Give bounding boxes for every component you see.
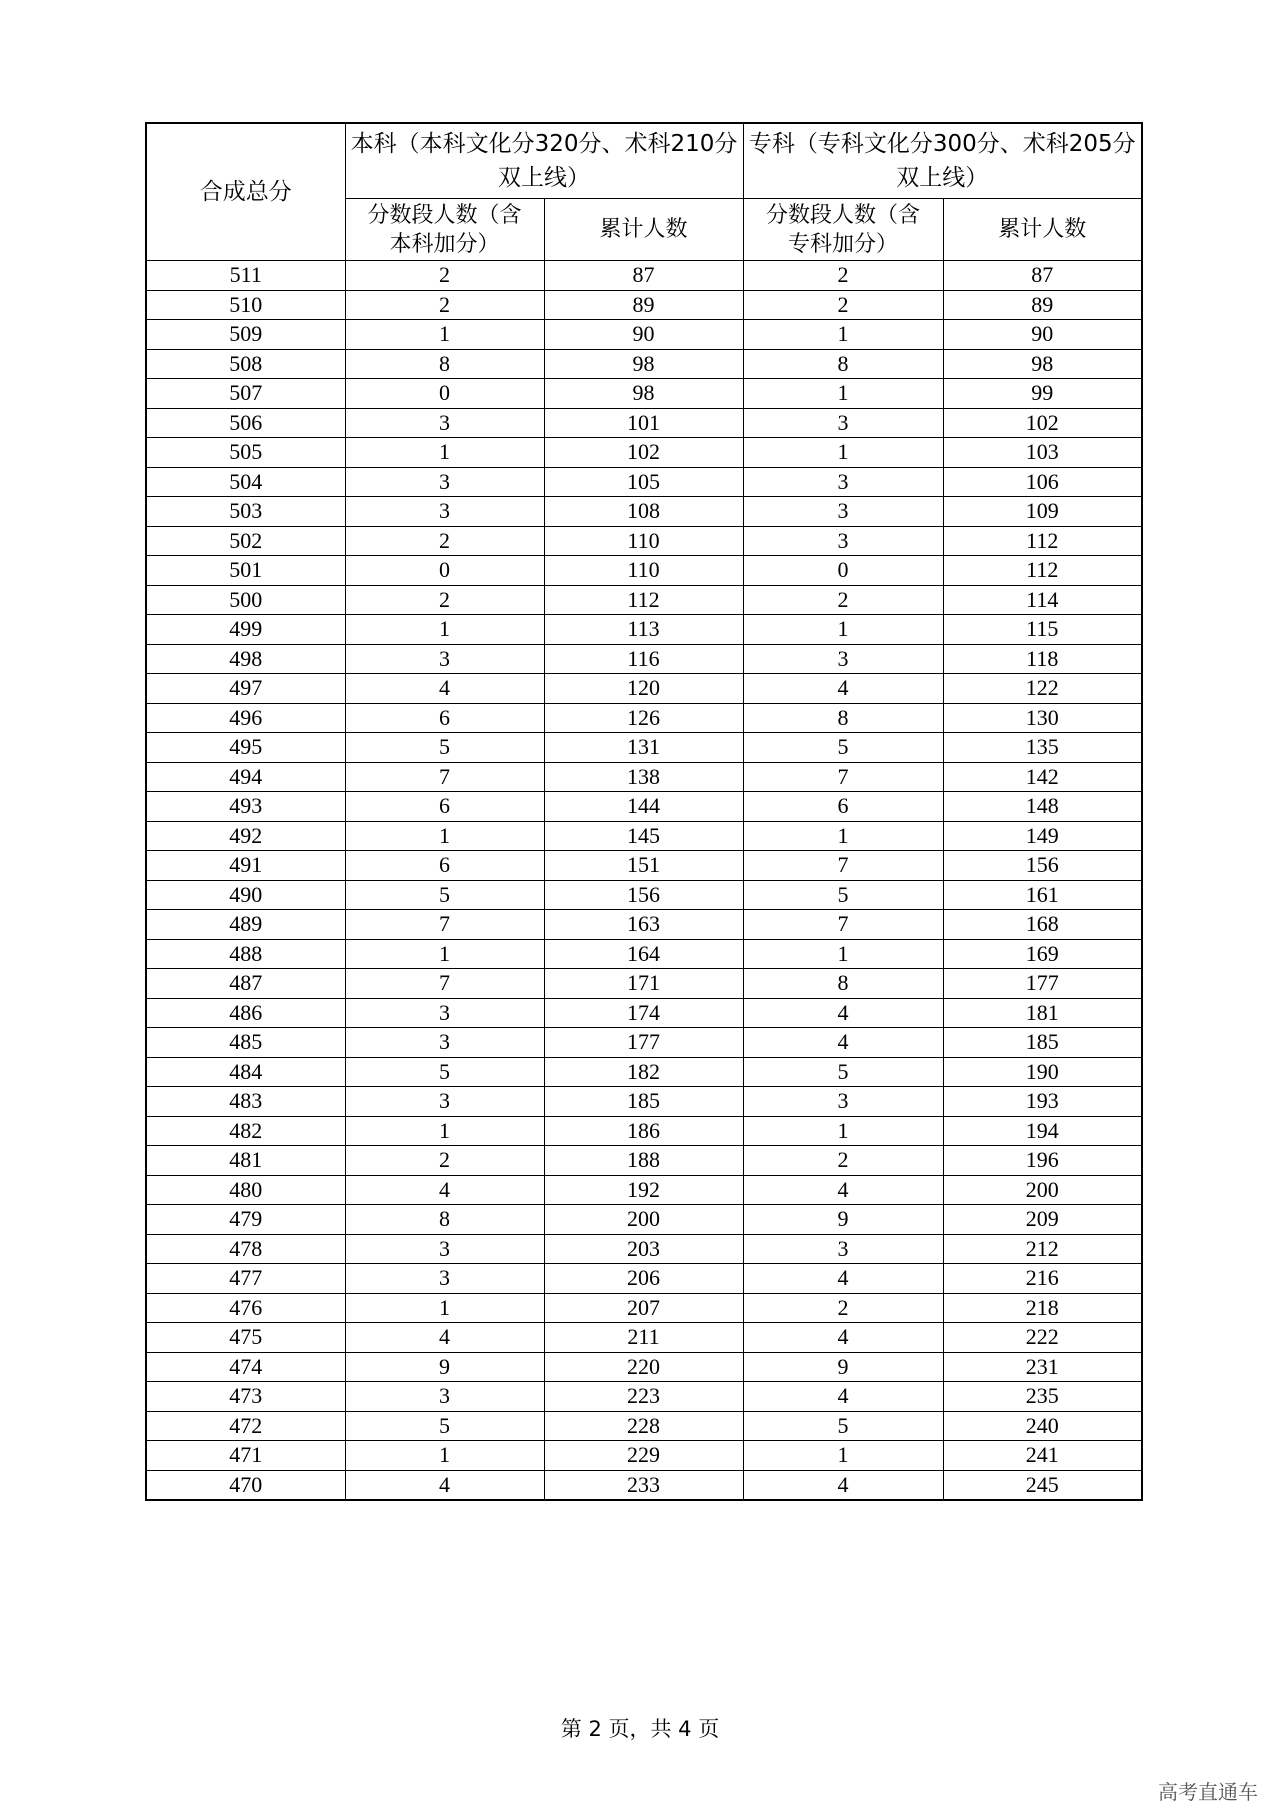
header-junior-group: 专科（专科文化分300分、术科205分双上线）	[743, 123, 1142, 199]
table-row	[146, 290, 1142, 320]
table-row	[146, 762, 1142, 792]
cell-junior-segment: 2	[743, 290, 943, 320]
cell-undergrad-cumulative: 171	[544, 969, 743, 999]
cell-undergrad-cumulative: 163	[544, 910, 743, 940]
cell-junior-cumulative: 115	[943, 615, 1142, 645]
cell-undergrad-segment: 6	[345, 792, 544, 822]
cell-undergrad-segment: 2	[345, 526, 544, 556]
table-row	[146, 1382, 1142, 1412]
cell-undergrad-segment: 3	[345, 1087, 544, 1117]
cell-undergrad-segment: 3	[345, 1028, 544, 1058]
table-row	[146, 733, 1142, 763]
cell-undergrad-segment: 1	[345, 1293, 544, 1323]
cell-undergrad-segment: 2	[345, 261, 544, 291]
cell-undergrad-cumulative: 206	[544, 1264, 743, 1294]
cell-junior-segment: 4	[743, 1028, 943, 1058]
cell-junior-segment: 4	[743, 1323, 943, 1353]
cell-junior-cumulative: 106	[943, 467, 1142, 497]
cell-undergrad-cumulative: 177	[544, 1028, 743, 1058]
cell-junior-segment: 3	[743, 497, 943, 527]
cell-total-score: 489	[146, 910, 345, 940]
cell-total-score: 477	[146, 1264, 345, 1294]
cell-junior-cumulative: 161	[943, 880, 1142, 910]
cell-undergrad-segment: 0	[345, 379, 544, 409]
cell-total-score: 478	[146, 1234, 345, 1264]
cell-undergrad-cumulative: 112	[544, 585, 743, 615]
cell-total-score: 491	[146, 851, 345, 881]
cell-junior-segment: 0	[743, 556, 943, 586]
cell-junior-cumulative: 196	[943, 1146, 1142, 1176]
cell-undergrad-cumulative: 192	[544, 1175, 743, 1205]
cell-junior-segment: 5	[743, 1411, 943, 1441]
cell-junior-segment: 4	[743, 1264, 943, 1294]
cell-junior-cumulative: 194	[943, 1116, 1142, 1146]
cell-undergrad-cumulative: 126	[544, 703, 743, 733]
cell-undergrad-segment: 1	[345, 1116, 544, 1146]
table-row	[146, 438, 1142, 468]
table-row	[146, 320, 1142, 350]
cell-total-score: 493	[146, 792, 345, 822]
cell-junior-segment: 3	[743, 467, 943, 497]
cell-total-score: 501	[146, 556, 345, 586]
cell-junior-segment: 7	[743, 851, 943, 881]
cell-total-score: 502	[146, 526, 345, 556]
cell-undergrad-segment: 1	[345, 438, 544, 468]
cell-undergrad-cumulative: 156	[544, 880, 743, 910]
table-row	[146, 703, 1142, 733]
cell-junior-cumulative: 149	[943, 821, 1142, 851]
cell-undergrad-cumulative: 144	[544, 792, 743, 822]
cell-undergrad-segment: 5	[345, 880, 544, 910]
cell-total-score: 508	[146, 349, 345, 379]
cell-total-score: 500	[146, 585, 345, 615]
cell-junior-segment: 4	[743, 674, 943, 704]
cell-junior-segment: 4	[743, 1175, 943, 1205]
cell-total-score: 511	[146, 261, 345, 291]
cell-junior-segment: 4	[743, 998, 943, 1028]
cell-junior-cumulative: 185	[943, 1028, 1142, 1058]
cell-junior-segment: 4	[743, 1470, 943, 1500]
cell-undergrad-segment: 2	[345, 585, 544, 615]
cell-junior-segment: 1	[743, 615, 943, 645]
table-row	[146, 1470, 1142, 1500]
cell-total-score: 487	[146, 969, 345, 999]
table-row	[146, 261, 1142, 291]
cell-total-score: 473	[146, 1382, 345, 1412]
cell-undergrad-segment: 1	[345, 615, 544, 645]
cell-total-score: 509	[146, 320, 345, 350]
cell-undergrad-cumulative: 220	[544, 1352, 743, 1382]
cell-junior-segment: 2	[743, 1146, 943, 1176]
cell-junior-segment: 2	[743, 1293, 943, 1323]
cell-total-score: 497	[146, 674, 345, 704]
cell-total-score: 506	[146, 408, 345, 438]
cell-undergrad-segment: 8	[345, 349, 544, 379]
cell-undergrad-segment: 9	[345, 1352, 544, 1382]
cell-junior-segment: 3	[743, 1087, 943, 1117]
table-row	[146, 939, 1142, 969]
cell-undergrad-segment: 1	[345, 1441, 544, 1471]
page-number: 第 2 页，共 4 页	[560, 1717, 720, 1741]
cell-junior-segment: 1	[743, 379, 943, 409]
cell-total-score: 496	[146, 703, 345, 733]
cell-undergrad-cumulative: 98	[544, 349, 743, 379]
cell-junior-segment: 8	[743, 349, 943, 379]
cell-total-score: 471	[146, 1441, 345, 1471]
table-row	[146, 998, 1142, 1028]
cell-junior-cumulative: 87	[943, 261, 1142, 291]
cell-junior-cumulative: 245	[943, 1470, 1142, 1500]
cell-total-score: 486	[146, 998, 345, 1028]
cell-undergrad-cumulative: 105	[544, 467, 743, 497]
cell-total-score: 510	[146, 290, 345, 320]
cell-junior-cumulative: 114	[943, 585, 1142, 615]
table-row	[146, 1234, 1142, 1264]
cell-junior-segment: 8	[743, 703, 943, 733]
cell-undergrad-cumulative: 110	[544, 556, 743, 586]
cell-undergrad-cumulative: 188	[544, 1146, 743, 1176]
table-row	[146, 556, 1142, 586]
table-row	[146, 1293, 1142, 1323]
header-undergrad-group: 本科（本科文化分320分、术科210分双上线）	[345, 123, 743, 199]
cell-junior-cumulative: 235	[943, 1382, 1142, 1412]
cell-junior-cumulative: 112	[943, 556, 1142, 586]
cell-junior-segment: 8	[743, 969, 943, 999]
cell-junior-segment: 6	[743, 792, 943, 822]
cell-undergrad-segment: 7	[345, 910, 544, 940]
cell-total-score: 484	[146, 1057, 345, 1087]
cell-undergrad-cumulative: 229	[544, 1441, 743, 1471]
cell-junior-cumulative: 209	[943, 1205, 1142, 1235]
table-row	[146, 1087, 1142, 1117]
cell-undergrad-segment: 5	[345, 1057, 544, 1087]
table-row	[146, 1264, 1142, 1294]
header-undergrad-segment: 分数段人数（含本科加分）	[345, 199, 544, 261]
cell-undergrad-cumulative: 101	[544, 408, 743, 438]
cell-undergrad-cumulative: 186	[544, 1116, 743, 1146]
cell-total-score: 475	[146, 1323, 345, 1353]
cell-total-score: 482	[146, 1116, 345, 1146]
cell-total-score: 494	[146, 762, 345, 792]
cell-undergrad-cumulative: 164	[544, 939, 743, 969]
cell-total-score: 507	[146, 379, 345, 409]
table-row	[146, 1057, 1142, 1087]
cell-undergrad-cumulative: 108	[544, 497, 743, 527]
cell-junior-cumulative: 216	[943, 1264, 1142, 1294]
cell-junior-segment: 9	[743, 1205, 943, 1235]
cell-undergrad-cumulative: 223	[544, 1382, 743, 1412]
table-row	[146, 585, 1142, 615]
cell-junior-cumulative: 102	[943, 408, 1142, 438]
cell-undergrad-cumulative: 90	[544, 320, 743, 350]
cell-undergrad-segment: 3	[345, 998, 544, 1028]
table-row	[146, 467, 1142, 497]
cell-total-score: 488	[146, 939, 345, 969]
cell-junior-cumulative: 112	[943, 526, 1142, 556]
cell-total-score: 498	[146, 644, 345, 674]
cell-junior-cumulative: 90	[943, 320, 1142, 350]
cell-junior-cumulative: 156	[943, 851, 1142, 881]
cell-undergrad-segment: 3	[345, 1234, 544, 1264]
cell-undergrad-segment: 3	[345, 1264, 544, 1294]
watermark: 高考直通车	[1158, 1780, 1258, 1804]
cell-undergrad-segment: 6	[345, 703, 544, 733]
cell-undergrad-cumulative: 98	[544, 379, 743, 409]
cell-junior-cumulative: 177	[943, 969, 1142, 999]
cell-undergrad-segment: 1	[345, 939, 544, 969]
cell-junior-segment: 1	[743, 320, 943, 350]
cell-total-score: 492	[146, 821, 345, 851]
cell-undergrad-cumulative: 120	[544, 674, 743, 704]
cell-undergrad-cumulative: 145	[544, 821, 743, 851]
cell-undergrad-cumulative: 228	[544, 1411, 743, 1441]
table-row	[146, 349, 1142, 379]
cell-undergrad-segment: 4	[345, 1470, 544, 1500]
cell-total-score: 476	[146, 1293, 345, 1323]
cell-junior-cumulative: 109	[943, 497, 1142, 527]
cell-junior-segment: 7	[743, 762, 943, 792]
cell-undergrad-cumulative: 138	[544, 762, 743, 792]
cell-junior-cumulative: 98	[943, 349, 1142, 379]
table-row	[146, 969, 1142, 999]
cell-junior-cumulative: 231	[943, 1352, 1142, 1382]
cell-junior-cumulative: 181	[943, 998, 1142, 1028]
cell-undergrad-cumulative: 102	[544, 438, 743, 468]
cell-junior-segment: 3	[743, 526, 943, 556]
cell-junior-cumulative: 103	[943, 438, 1142, 468]
header-junior-cumulative: 累计人数	[943, 199, 1142, 261]
table-row	[146, 1323, 1142, 1353]
header-row-group	[146, 123, 1142, 199]
table-row	[146, 1352, 1142, 1382]
cell-junior-cumulative: 222	[943, 1323, 1142, 1353]
cell-junior-cumulative: 118	[943, 644, 1142, 674]
cell-undergrad-segment: 2	[345, 290, 544, 320]
table-row	[146, 821, 1142, 851]
cell-junior-cumulative: 241	[943, 1441, 1142, 1471]
cell-junior-segment: 2	[743, 585, 943, 615]
cell-junior-segment: 9	[743, 1352, 943, 1382]
cell-junior-cumulative: 193	[943, 1087, 1142, 1117]
cell-junior-cumulative: 130	[943, 703, 1142, 733]
cell-junior-cumulative: 142	[943, 762, 1142, 792]
cell-junior-cumulative: 169	[943, 939, 1142, 969]
cell-junior-segment: 3	[743, 644, 943, 674]
table-row	[146, 408, 1142, 438]
table-row	[146, 644, 1142, 674]
cell-junior-segment: 2	[743, 261, 943, 291]
cell-junior-cumulative: 99	[943, 379, 1142, 409]
table-row	[146, 497, 1142, 527]
cell-undergrad-segment: 6	[345, 851, 544, 881]
cell-total-score: 472	[146, 1411, 345, 1441]
cell-undergrad-cumulative: 89	[544, 290, 743, 320]
table-row	[146, 674, 1142, 704]
cell-undergrad-segment: 7	[345, 969, 544, 999]
cell-undergrad-cumulative: 185	[544, 1087, 743, 1117]
cell-undergrad-segment: 8	[345, 1205, 544, 1235]
cell-undergrad-cumulative: 87	[544, 261, 743, 291]
cell-undergrad-cumulative: 151	[544, 851, 743, 881]
table-row	[146, 1175, 1142, 1205]
cell-junior-cumulative: 89	[943, 290, 1142, 320]
header-junior-segment: 分数段人数（含专科加分）	[743, 199, 943, 261]
header-undergrad-cumulative: 累计人数	[544, 199, 743, 261]
cell-junior-cumulative: 240	[943, 1411, 1142, 1441]
cell-undergrad-segment: 3	[345, 1382, 544, 1412]
table-row	[146, 880, 1142, 910]
cell-total-score: 504	[146, 467, 345, 497]
cell-total-score: 483	[146, 1087, 345, 1117]
cell-junior-segment: 1	[743, 1116, 943, 1146]
cell-undergrad-segment: 4	[345, 1175, 544, 1205]
cell-junior-segment: 1	[743, 438, 943, 468]
cell-total-score: 480	[146, 1175, 345, 1205]
cell-junior-cumulative: 218	[943, 1293, 1142, 1323]
cell-undergrad-segment: 3	[345, 467, 544, 497]
table-row	[146, 910, 1142, 940]
cell-undergrad-segment: 3	[345, 408, 544, 438]
table-row	[146, 615, 1142, 645]
cell-undergrad-segment: 4	[345, 674, 544, 704]
cell-undergrad-cumulative: 182	[544, 1057, 743, 1087]
cell-undergrad-cumulative: 200	[544, 1205, 743, 1235]
cell-junior-cumulative: 148	[943, 792, 1142, 822]
table-row	[146, 1411, 1142, 1441]
cell-undergrad-segment: 5	[345, 733, 544, 763]
cell-junior-segment: 5	[743, 880, 943, 910]
cell-junior-cumulative: 212	[943, 1234, 1142, 1264]
table-row	[146, 526, 1142, 556]
cell-undergrad-segment: 3	[345, 497, 544, 527]
cell-undergrad-segment: 7	[345, 762, 544, 792]
cell-undergrad-cumulative: 207	[544, 1293, 743, 1323]
cell-undergrad-cumulative: 113	[544, 615, 743, 645]
cell-undergrad-segment: 0	[345, 556, 544, 586]
cell-total-score: 481	[146, 1146, 345, 1176]
score-table	[145, 122, 1143, 1501]
cell-total-score: 505	[146, 438, 345, 468]
table-row	[146, 1441, 1142, 1471]
table-row	[146, 1028, 1142, 1058]
cell-undergrad-cumulative: 203	[544, 1234, 743, 1264]
cell-undergrad-cumulative: 110	[544, 526, 743, 556]
cell-undergrad-cumulative: 131	[544, 733, 743, 763]
cell-total-score: 490	[146, 880, 345, 910]
cell-junior-segment: 3	[743, 408, 943, 438]
cell-junior-segment: 4	[743, 1382, 943, 1412]
cell-total-score: 474	[146, 1352, 345, 1382]
table-row	[146, 851, 1142, 881]
cell-junior-segment: 1	[743, 821, 943, 851]
cell-total-score: 470	[146, 1470, 345, 1500]
header-total-score: 合成总分	[146, 123, 345, 261]
cell-total-score: 485	[146, 1028, 345, 1058]
cell-junior-segment: 3	[743, 1234, 943, 1264]
cell-junior-segment: 5	[743, 1057, 943, 1087]
table-row	[146, 1205, 1142, 1235]
table-row	[146, 379, 1142, 409]
cell-undergrad-cumulative: 116	[544, 644, 743, 674]
table-row	[146, 792, 1142, 822]
cell-undergrad-segment: 3	[345, 644, 544, 674]
cell-undergrad-cumulative: 233	[544, 1470, 743, 1500]
cell-junior-cumulative: 190	[943, 1057, 1142, 1087]
cell-junior-segment: 1	[743, 1441, 943, 1471]
cell-junior-cumulative: 168	[943, 910, 1142, 940]
table-body	[146, 261, 1142, 1501]
cell-undergrad-segment: 4	[345, 1323, 544, 1353]
cell-junior-cumulative: 122	[943, 674, 1142, 704]
cell-total-score: 479	[146, 1205, 345, 1235]
table-row	[146, 1146, 1142, 1176]
cell-undergrad-cumulative: 174	[544, 998, 743, 1028]
cell-total-score: 503	[146, 497, 345, 527]
cell-total-score: 495	[146, 733, 345, 763]
cell-total-score: 499	[146, 615, 345, 645]
cell-junior-cumulative: 200	[943, 1175, 1142, 1205]
cell-junior-segment: 5	[743, 733, 943, 763]
cell-junior-segment: 1	[743, 939, 943, 969]
cell-junior-cumulative: 135	[943, 733, 1142, 763]
cell-undergrad-segment: 1	[345, 320, 544, 350]
table-row	[146, 1116, 1142, 1146]
cell-undergrad-segment: 1	[345, 821, 544, 851]
cell-undergrad-segment: 2	[345, 1146, 544, 1176]
cell-junior-segment: 7	[743, 910, 943, 940]
cell-undergrad-cumulative: 211	[544, 1323, 743, 1353]
cell-undergrad-segment: 5	[345, 1411, 544, 1441]
